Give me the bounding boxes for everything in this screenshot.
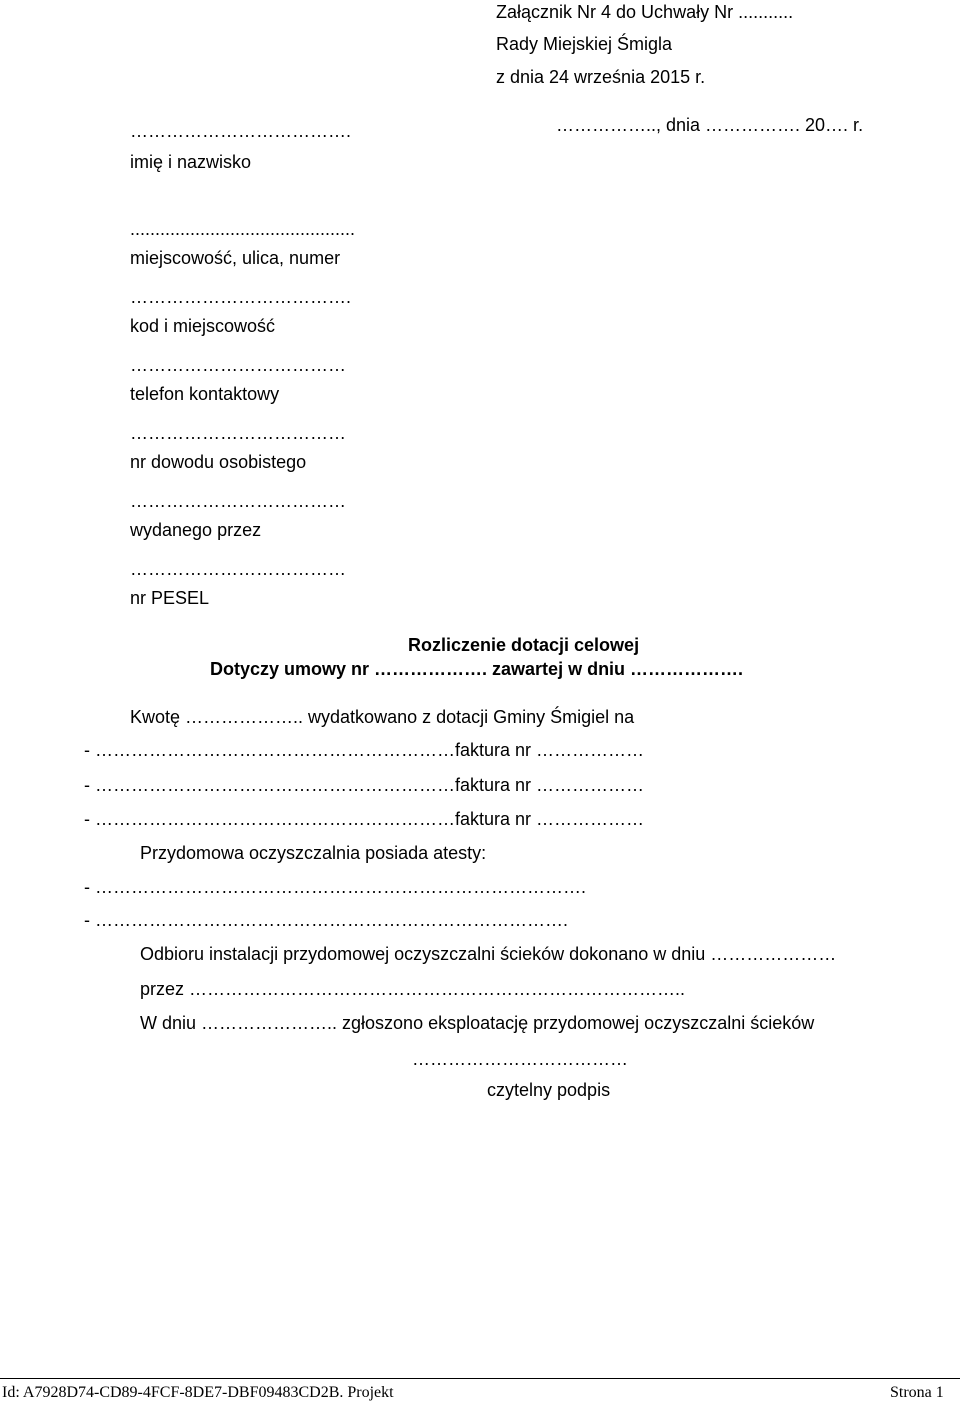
phone-label: telefon kontaktowy [130,384,280,404]
name-dots: ………………………………. [130,121,352,141]
address-label: miejscowość, ulica, numer [130,248,341,268]
phone-dots: ……………………………… [130,355,346,375]
footer-page-number: Strona 1 [890,1384,944,1401]
signature-dots: ……………………………… [412,1049,628,1069]
pesel-dots: ……………………………… [130,559,346,579]
postal-label: kod i miejscowość [130,316,276,336]
id-card-label: nr dowodu osobistego [130,452,307,472]
attest-label: Przydomowa oczyszczalnia posiada atesty: [140,843,487,863]
attachment-header-line1: Załącznik Nr 4 do Uchwały Nr ........... [496,2,794,22]
contract-line: Dotyczy umowy nr ………………. zawartej w dniu ………………. [210,659,744,679]
footer-document-id: Id: A7928D74-CD89-4FCF-8DE7-DBF09483CD2B. Projekt [2,1384,394,1401]
attachment-header-line3: z dnia 24 września 2015 r. [496,67,706,87]
id-card-dots: ……………………………… [130,423,346,443]
invoice-line: - ……………………………………………………faktura nr ……………… [84,740,645,760]
address-dots: ............................................. [130,219,356,239]
pesel-label: nr PESEL [130,588,210,608]
accepted-by-line: przez ……………………………………………………………………….. [140,979,686,999]
signature-label: czytelny podpis [487,1080,611,1100]
attachment-header-line2: Rady Miejskiej Śmigla [496,34,673,54]
footer-divider [0,1378,960,1379]
issuer-label: wydanego przez [130,520,262,540]
name-label: imię i nazwisko [130,152,252,172]
attest-line: - ………………………………………………………………………. [84,877,586,897]
document-title: Rozliczenie dotacji celowej [408,635,640,655]
issuer-dots: ……………………………… [130,491,346,511]
postal-dots: ………………………………. [130,287,352,307]
place-date-line: …………….., dnia ……………. 20…. r. [556,115,864,135]
invoice-line: - ……………………………………………………faktura nr ……………… [84,809,645,829]
invoice-line: - ……………………………………………………faktura nr ……………… [84,775,645,795]
amount-line: Kwotę ……………….. wydatkowano z dotacji Gminy Śmigiel na [130,707,635,727]
operation-notice-line: W dniu ………………….. zgłoszono eksploatację przydomowej oczyszczalni ścieków [140,1013,815,1033]
attest-line: - ……………………………………………………………………. [84,910,568,930]
acceptance-line: Odbioru instalacji przydomowej oczyszczalni ścieków dokonano w dniu ………………… [140,944,837,964]
